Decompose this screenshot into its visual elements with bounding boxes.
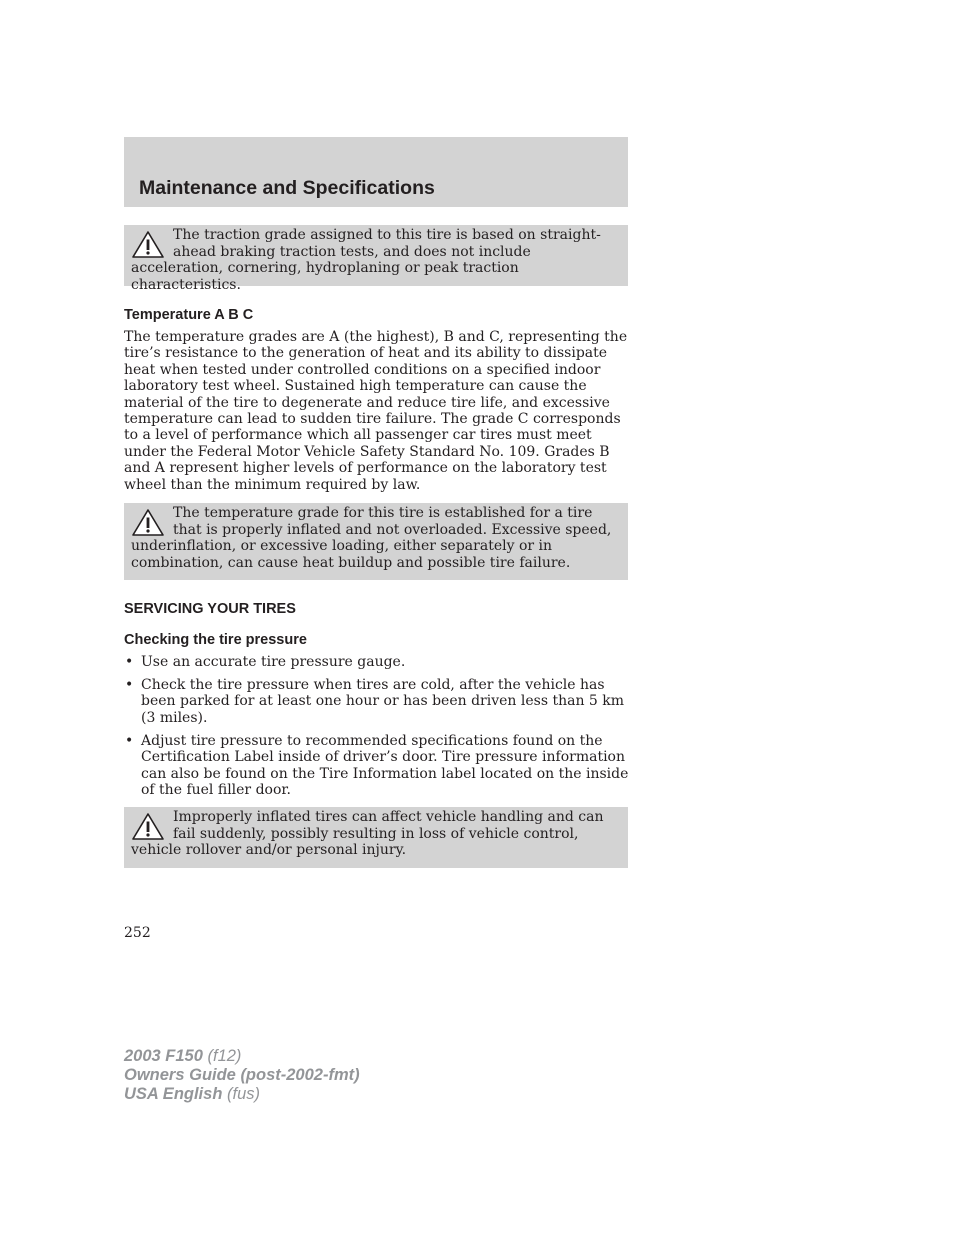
list-item bbox=[124, 654, 630, 670]
warning-text: The traction grade assigned to this tire is based on straight-ahead braking traction tests, and does not include acceleration, cornering, hydroplaning or peak traction characteristics. bbox=[131, 227, 601, 293]
temperature-paragraph: The temperature grades are A (the highest), B and C, representing the tire’s resistance to the generation of heat and its ability to dissipate heat when tested under controlled conditions on a specified indoor laboratory test wheel. Sustained high temperature can cause the material of the tire to degenerate and reduce tire life, and excessive temperature can lead to sudden tire failure. The grade C corresponds to a level of performance which all passenger car tires must meet under the Federal Motor Vehicle Safety Standard No. 109. Grades B and A represent higher levels of performance on the laboratory test wheel than the minimum required by law. bbox=[124, 329, 628, 493]
warning-triangle-icon bbox=[131, 812, 165, 842]
footer-guide: Owners Guide (post-2002-fmt) bbox=[124, 1066, 360, 1084]
warning-triangle-icon bbox=[131, 508, 165, 538]
footer-line-guide bbox=[124, 1066, 360, 1085]
list-item bbox=[124, 677, 630, 726]
list-item bbox=[124, 733, 630, 799]
temperature-heading: Temperature A B C bbox=[124, 307, 254, 323]
section-title: Maintenance and Specifications bbox=[139, 177, 435, 199]
document-footer bbox=[124, 1047, 360, 1104]
servicing-heading: SERVICING YOUR TIRES bbox=[124, 601, 296, 617]
tire-pressure-heading: Checking the tire pressure bbox=[124, 632, 307, 648]
tire-pressure-list bbox=[124, 654, 630, 805]
list-item-text: Adjust tire pressure to recommended specifications found on the Certification Label inside of driver’s door. Tire pressure information can also be found on the Tire Information label located on the inside of the fuel filler door. bbox=[141, 732, 629, 799]
warning-triangle-icon bbox=[131, 230, 165, 260]
warning-box-traction bbox=[124, 225, 628, 293]
footer-line-model bbox=[124, 1047, 360, 1066]
footer-line-language bbox=[124, 1085, 360, 1104]
footer-language: USA English bbox=[124, 1085, 223, 1103]
footer-language-code: (fus) bbox=[227, 1085, 260, 1103]
warning-text: Improperly inflated tires can affect vehicle handling and can fail suddenly, possibly resulting in loss of vehicle control, vehicle rollover and/or personal injury. bbox=[131, 809, 604, 858]
bullet-symbol: • bbox=[125, 732, 134, 749]
bullet-symbol: • bbox=[125, 677, 134, 693]
list-item-text: Use an accurate tire pressure gauge. bbox=[141, 654, 406, 670]
warning-box-temperature bbox=[124, 503, 628, 580]
footer-model: 2003 F150 bbox=[124, 1047, 203, 1065]
page-number: 252 bbox=[124, 925, 151, 941]
warning-box-inflation bbox=[124, 807, 628, 868]
list-item-text: Check the tire pressure when tires are cold, after the vehicle has been parked for at least one hour or has been driven less than 5 km (3 miles). bbox=[141, 677, 625, 726]
footer-model-code: (f12) bbox=[207, 1047, 242, 1065]
section-header-band bbox=[124, 137, 628, 207]
warning-text: The temperature grade for this tire is established for a tire that is properly inflated and not overloaded. Excessive speed, underinflation, or excessive loading, either separately or in combination, can cause heat buildup and possible tire failure. bbox=[131, 505, 612, 571]
bullet-symbol: • bbox=[125, 654, 134, 670]
